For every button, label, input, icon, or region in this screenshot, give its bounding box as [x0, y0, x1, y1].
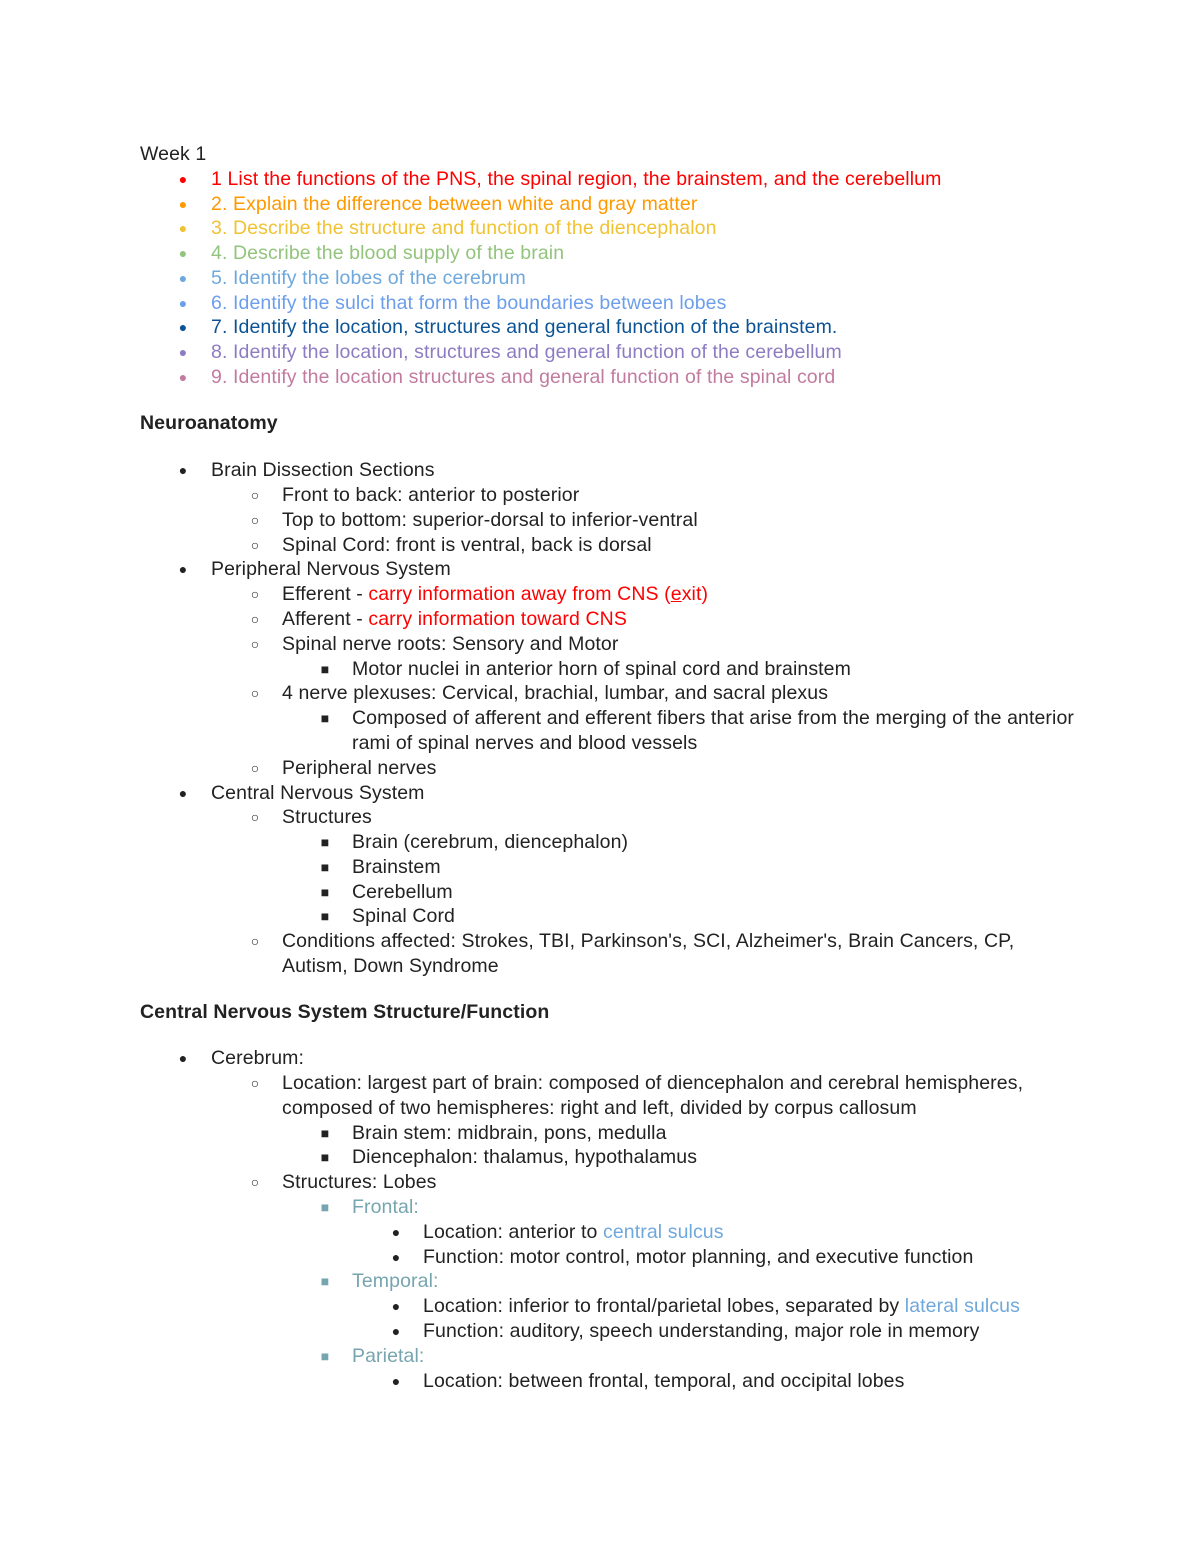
bullet-dot-icon: ●	[178, 785, 188, 801]
objective-3: 3. Describe the structure and function of the diencephalon	[211, 217, 717, 239]
cns-structure-2: Brainstem	[352, 856, 441, 878]
brain-dissection-label: Brain Dissection Sections	[211, 459, 435, 481]
bullet-circle-icon: ○	[250, 487, 260, 503]
bullet-square-icon: ■	[320, 1273, 330, 1289]
cerebrum-location-line2: composed of two hemispheres: right and left, divided by corpus callosum	[282, 1097, 917, 1119]
week-title: Week 1	[140, 143, 207, 165]
bullet-square-icon: ■	[320, 908, 330, 924]
cerebrum-location-line1: Location: largest part of brain: composed of diencephalon and cerebral hemispheres,	[282, 1072, 1024, 1094]
temporal-function: Function: auditory, speech understanding, major role in memory	[423, 1320, 980, 1342]
efferent-underlined: e	[670, 583, 682, 605]
bullet-circle-icon: ○	[250, 512, 260, 528]
efferent-term: Efferent -	[282, 583, 369, 605]
bullet-dot-icon: ●	[178, 295, 188, 311]
afferent-term: Afferent -	[282, 608, 369, 630]
objective-7: 7. Identify the location, structures and general function of the brainstem.	[211, 316, 838, 338]
bullet-square-icon: ■	[320, 1348, 330, 1364]
central-sulcus-term: central sulcus	[602, 1221, 724, 1243]
frontal-location-text: Location: anterior to	[423, 1221, 603, 1243]
dissection-item-1: Front to back: anterior to posterior	[282, 484, 580, 506]
cns-label: Central Nervous System	[211, 782, 425, 804]
bullet-dot-icon: ●	[178, 171, 188, 187]
bullet-dot-icon: ●	[391, 1224, 401, 1240]
cns-structure-1: Brain (cerebrum, diencephalon)	[352, 831, 629, 853]
dissection-item-3: Spinal Cord: front is ventral, back is dorsal	[282, 534, 652, 556]
diencephalon-item: Diencephalon: thalamus, hypothalamus	[352, 1146, 698, 1168]
conditions-line1: Conditions affected: Strokes, TBI, Parkinson's, SCI, Alzheimer's, Brain Cancers, CP,	[282, 930, 1015, 952]
temporal-location	[423, 1294, 1020, 1318]
frontal-location	[423, 1220, 724, 1244]
lateral-sulcus-term: lateral sulcus	[904, 1295, 1020, 1317]
bullet-dot-icon: ●	[391, 1323, 401, 1339]
frontal-label: Frontal:	[352, 1196, 419, 1218]
bullet-dot-icon: ●	[178, 462, 188, 478]
bullet-circle-icon: ○	[250, 760, 260, 776]
bullet-square-icon: ■	[320, 1199, 330, 1215]
bullet-dot-icon: ●	[178, 270, 188, 286]
bullet-square-icon: ■	[320, 661, 330, 677]
peripheral-nerves-item: Peripheral nerves	[282, 757, 437, 779]
cns-structures-label: Structures	[282, 806, 372, 828]
bullet-square-icon: ■	[320, 884, 330, 900]
bullet-circle-icon: ○	[250, 685, 260, 701]
conditions-line2: Autism, Down Syndrome	[282, 955, 499, 977]
bullet-dot-icon: ●	[391, 1249, 401, 1265]
bullet-dot-icon: ●	[178, 369, 188, 385]
bullet-dot-icon: ●	[178, 561, 188, 577]
temporal-label: Temporal:	[352, 1270, 439, 1292]
bullet-dot-icon: ●	[178, 1050, 188, 1066]
bullet-square-icon: ■	[320, 710, 330, 726]
parietal-location: Location: between frontal, temporal, and occipital lobes	[423, 1370, 905, 1392]
structures-lobes-label: Structures: Lobes	[282, 1171, 437, 1193]
efferent-definition: carry information away from CNS (	[368, 583, 671, 605]
cerebrum-label: Cerebrum:	[211, 1047, 305, 1069]
bullet-circle-icon: ○	[250, 933, 260, 949]
bullet-circle-icon: ○	[250, 1075, 260, 1091]
bullet-dot-icon: ●	[391, 1298, 401, 1314]
frontal-function: Function: motor control, motor planning, and executive function	[423, 1246, 974, 1268]
afferent-definition: carry information toward CNS	[368, 608, 627, 630]
bullet-circle-icon: ○	[250, 809, 260, 825]
bullet-circle-icon: ○	[250, 586, 260, 602]
bullet-square-icon: ■	[320, 1125, 330, 1141]
objective-9: 9. Identify the location structures and general function of the spinal cord	[211, 366, 836, 388]
bullet-circle-icon: ○	[250, 537, 260, 553]
bullet-dot-icon: ●	[178, 220, 188, 236]
brain-stem-item: Brain stem: midbrain, pons, medulla	[352, 1122, 667, 1144]
pns-label: Peripheral Nervous System	[211, 558, 451, 580]
bullet-dot-icon: ●	[178, 344, 188, 360]
bullet-dot-icon: ●	[391, 1373, 401, 1389]
bullet-circle-icon: ○	[250, 636, 260, 652]
objective-1: 1 List the functions of the PNS, the spinal region, the brainstem, and the cerebellum	[211, 168, 942, 190]
temporal-location-text: Location: inferior to frontal/parietal lobes, separated by	[423, 1295, 905, 1317]
neuroanatomy-heading: Neuroanatomy	[140, 412, 278, 434]
cns-structure-4: Spinal Cord	[352, 905, 455, 927]
parietal-label: Parietal:	[352, 1345, 425, 1367]
bullet-dot-icon: ●	[178, 319, 188, 335]
bullet-square-icon: ■	[320, 1149, 330, 1165]
objective-6: 6. Identify the sulci that form the boundaries between lobes	[211, 292, 727, 314]
objective-8: 8. Identify the location, structures and general function of the cerebellum	[211, 341, 842, 363]
plexuses-sub-line1: Composed of afferent and efferent fibers that arise from the merging of the anterior	[352, 707, 1074, 729]
bullet-square-icon: ■	[320, 859, 330, 875]
bullet-dot-icon: ●	[178, 196, 188, 212]
bullet-dot-icon: ●	[178, 245, 188, 261]
plexuses-sub-line2: rami of spinal nerves and blood vessels	[352, 732, 698, 754]
objective-5: 5. Identify the lobes of the cerebrum	[211, 267, 526, 289]
afferent-item	[282, 607, 627, 631]
efferent-item	[282, 582, 708, 606]
bullet-circle-icon: ○	[250, 1174, 260, 1190]
bullet-circle-icon: ○	[250, 611, 260, 627]
spinal-roots-item: Spinal nerve roots: Sensory and Motor	[282, 633, 619, 655]
motor-nuclei-item: Motor nuclei in anterior horn of spinal cord and brainstem	[352, 658, 851, 680]
cns-structure-3: Cerebellum	[352, 881, 453, 903]
plexuses-item: 4 nerve plexuses: Cervical, brachial, lumbar, and sacral plexus	[282, 682, 829, 704]
cns-structure-heading: Central Nervous System Structure/Function	[140, 1001, 550, 1023]
objective-2: 2. Explain the difference between white and gray matter	[211, 193, 698, 215]
efferent-suffix: xit)	[681, 583, 709, 605]
objective-4: 4. Describe the blood supply of the brain	[211, 242, 565, 264]
dissection-item-2: Top to bottom: superior-dorsal to inferior-ventral	[282, 509, 698, 531]
bullet-square-icon: ■	[320, 834, 330, 850]
